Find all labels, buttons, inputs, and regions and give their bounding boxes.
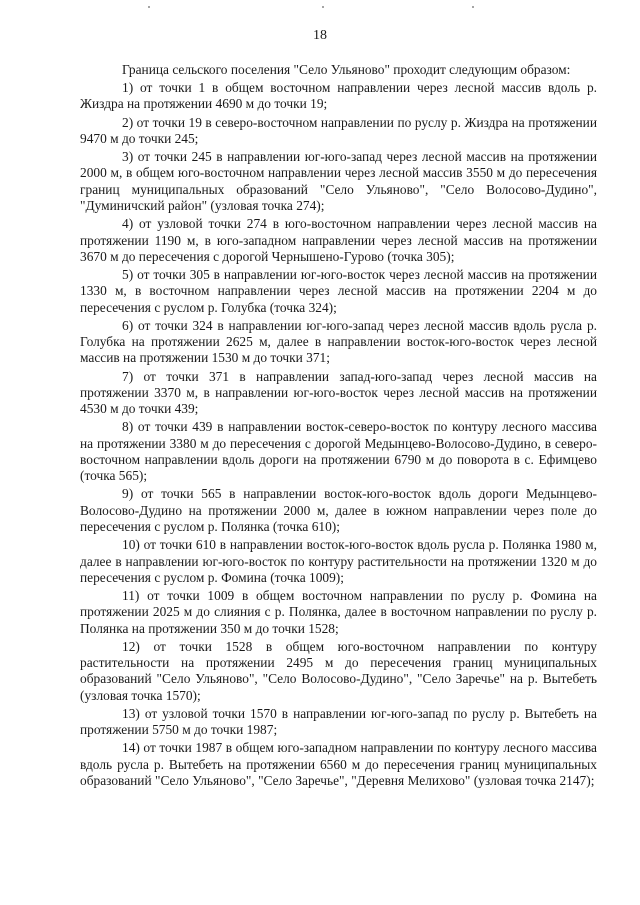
boundary-item-2: 2) от точки 19 в северо-восточном направлении по руслу р. Жиздра на протяжении 9470 м до точки 245; [80,114,597,146]
boundary-item-8: 8) от точки 439 в направлении восток-северо-восток по контуру лесного массива на протяжении 3380 м до пересечения с дорогой Медынцево-Волосово-Дудино, в северо-восточном направлении вдоль дороги на протяжении 6790 м до поворота в с. Ефимцево (точка 565); [80,419,597,484]
scan-speck [148,6,150,8]
boundary-item-5: 5) от точки 305 в направлении юг-юго-восток через лесной массив на протяжении 1330 м, в восточном направлении через лесной массив на протяжении 2204 м до пересечения с руслом р. Голубка (точка 324); [80,267,597,315]
boundary-item-7: 7) от точки 371 в направлении запад-юго-запад через лесной массив на протяжении 3370 м, в направлении юг-юго-восток через лесной массив на протяжении 4530 м до точки 439; [80,368,597,417]
intro-paragraph: Граница сельского поселения "Село Ульяново" проходит следующим образом: [122,62,571,77]
boundary-item-6: 6) от точки 324 в направлении юг-юго-запад через лесной массив вдоль русла р. Голубка на протяжении 2625 м, далее в направлении восток-юго-восток через лесной массив на протяжении 1530 м до точки 371; [80,317,597,366]
scan-speck [322,6,324,8]
boundary-item-14: 14) от точки 1987 в общем юго-западном направлении по контуру лесного массива вдоль русла р. Вытебеть на протяжении 6560 м до пересечения границ муниципальных образований "Село Ульяново", "Село Заречье", "Деревня Мелихово" (узловая точка 2147); [80,740,597,788]
boundary-item-9: 9) от точки 565 в направлении восток-юго-восток вдоль дороги Медынцево-Волосово-Дудино на протяжении 2000 м, далее в южном направлении через поле до пересечения с руслом р. Полянка (точка 610); [80,486,597,535]
boundary-item-1: 1) от точки 1 в общем восточном направлении через лесной массив вдоль р. Жиздра на протяжении 4690 м до точки 19; [80,80,597,112]
page-number: 18 [313,28,327,43]
boundary-item-11: 11) от точки 1009 в общем восточном направлении по руслу р. Фомина на протяжении 2025 м до слияния с р. Полянка, далее в восточном направлении по руслу р. Полянка на протяжении 350 м до точки 1528; [80,588,597,636]
boundary-item-4: 4) от узловой точки 274 в юго-восточном направлении через лесной массив на протяжении 1190 м, в юго-западном направлении через лесной массив на протяжении 3670 м до пересечения с дорогой Чернышено-Гурово (точка 305); [80,216,597,264]
boundary-item-10: 10) от точки 610 в направлении восток-юго-восток вдоль русла р. Полянка 1980 м, далее в направлении юг-юго-восток по контуру растительности на протяжении 1320 м до пересечения с руслом р. Фомина (точка 1009); [80,537,597,585]
scan-speck [472,6,474,8]
boundary-item-12: 12) от точки 1528 в общем юго-восточном направлении по контуру растительности на протяжении 2495 м до пересечения границ муниципальных образований "Село Ульяново", "Село Волосово-Дудино", "Село Заречье" на р. Вытебеть (узловая точка 1570); [80,638,597,703]
boundary-item-3: 3) от точки 245 в направлении юг-юго-запад через лесной массив на протяжении 2000 м, в общем юго-восточном направлении через лесной массив 3550 м до пересечения границ муниципальных образований "Село Ульяново", "Село Волосово-Дудино", "Думиничский район" (узловая точка 274); [80,149,597,214]
document-body [80,62,597,791]
boundary-item-13: 13) от узловой точки 1570 в направлении юг-юго-запад по руслу р. Вытебеть на протяжении 5750 м до точки 1987; [80,705,597,738]
